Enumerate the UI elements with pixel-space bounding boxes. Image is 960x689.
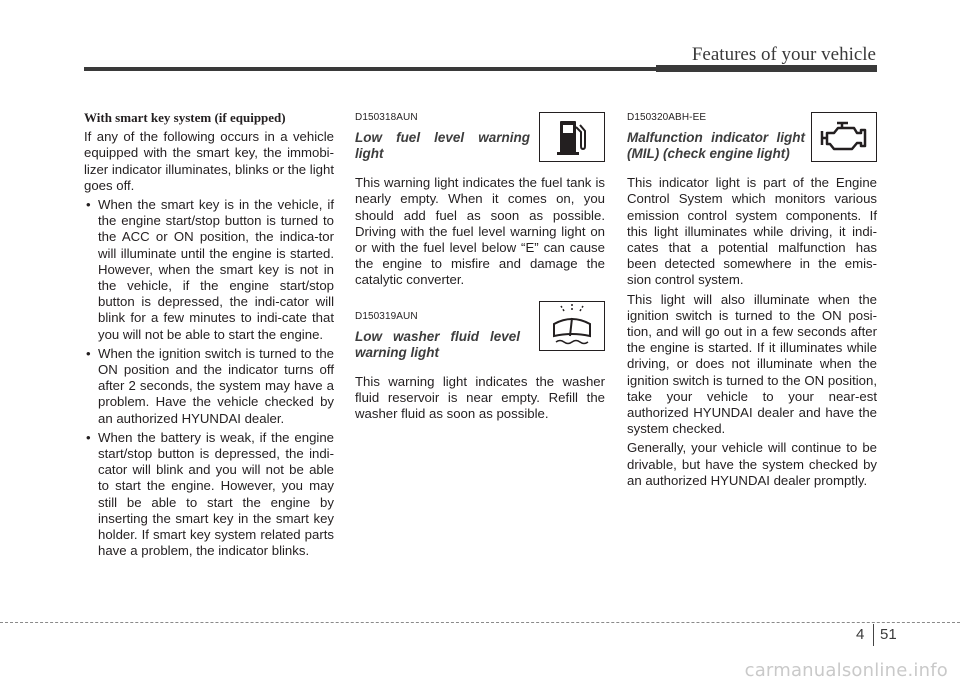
- footer-rule: [0, 622, 960, 624]
- smart-key-bullet-list: [84, 197, 334, 559]
- column-fuel-washer: [355, 110, 605, 425]
- smart-key-intro: If any of the following occurs in a vehicle equipped with the smart key, the immobi-lizer indicator illuminates, blinks or the light goes off.: [84, 129, 334, 193]
- fuel-section-title: Low fuel level warning light: [355, 130, 530, 162]
- fuel-pump-icon: [539, 112, 605, 162]
- mil-paragraph: This indicator light is part of the Engine Control System which monitors various emission control system components. If this light illuminates while driving, it indi-cates that a potential malfunction has been detected somewhere in the emis-sion control system.: [627, 175, 877, 288]
- fuel-section-body: This warning light indicates the fuel tank is nearly empty. When it comes on, you should add fuel as soon as possible. Driving with the fuel level warning light on or with the fuel level below “E” can cause the engine to misfire and damage the catalytic converter.: [355, 175, 605, 288]
- column-smart-key: [84, 110, 334, 562]
- washer-section-body: This warning light indicates the washer fluid reservoir is near empty. Refill the washer fluid as soon as possible.: [355, 373, 605, 422]
- washer-fluid-icon: [539, 301, 605, 351]
- header-rule-accent: [656, 65, 877, 72]
- washer-warning-section: [355, 309, 605, 423]
- washer-section-code: D150319AUN: [355, 310, 418, 322]
- watermark: carmanualsonline.info: [744, 660, 948, 681]
- page-header-title: Features of your vehicle: [691, 44, 876, 65]
- chapter-number: 4: [856, 626, 865, 643]
- smart-key-subheading: With smart key system (if equipped): [84, 110, 286, 125]
- smart-key-bullet: • When the smart key is in the vehicle, if the engine start/stop button is turned to the ACC or ON position, the indica-tor will illuminate until the engine is started. However, when the smart key is not in the vehicle, if the engine start/stop button is depressed, the indi-cator will blink for a few minutes to indi-cate that you will not be able to start the engine.: [84, 197, 334, 343]
- mil-section: [627, 110, 877, 489]
- column-mil: [627, 110, 877, 492]
- mil-paragraph: Generally, your vehicle will continue to be drivable, but have the system checked by an authorized HYUNDAI dealer promptly.: [627, 440, 877, 488]
- washer-section-title: Low washer fluid level warning light: [355, 328, 520, 360]
- mil-section-code: D150320ABH-EE: [627, 112, 707, 123]
- page-number-divider: [873, 624, 874, 646]
- mil-paragraph: This light will also illuminate when the ignition switch is turned to the ON posi-tion, and will go out in a few seconds after the engine is started. If it illuminates while driving, or does not illuminate when the ignition switch is turned to the ON position, take your vehicle to your near-est authorized HYUNDAI dealer and have the system checked.: [627, 291, 877, 437]
- smart-key-bullet: • When the battery is weak, if the engine start/stop button is depressed, the indi-cator will blink and you will not be able to start the engine. However, you may still be able to start the engine by inserting the smart key in the smart key holder. If smart key system related parts have a problem, the indicator blinks.: [84, 430, 334, 560]
- mil-section-title: Malfunction indicator light (MIL) (check engine light): [627, 130, 805, 162]
- fuel-section-code: D150318AUN: [355, 112, 418, 123]
- page-number: 51: [880, 626, 897, 643]
- smart-key-bullet: • When the ignition switch is turned to the ON position and the indicator turns off after 2 seconds, the system may have a problem. Have the vehicle checked by an authorized HYUNDAI dealer.: [84, 346, 334, 427]
- fuel-warning-section: [355, 110, 605, 289]
- check-engine-icon: [811, 112, 877, 162]
